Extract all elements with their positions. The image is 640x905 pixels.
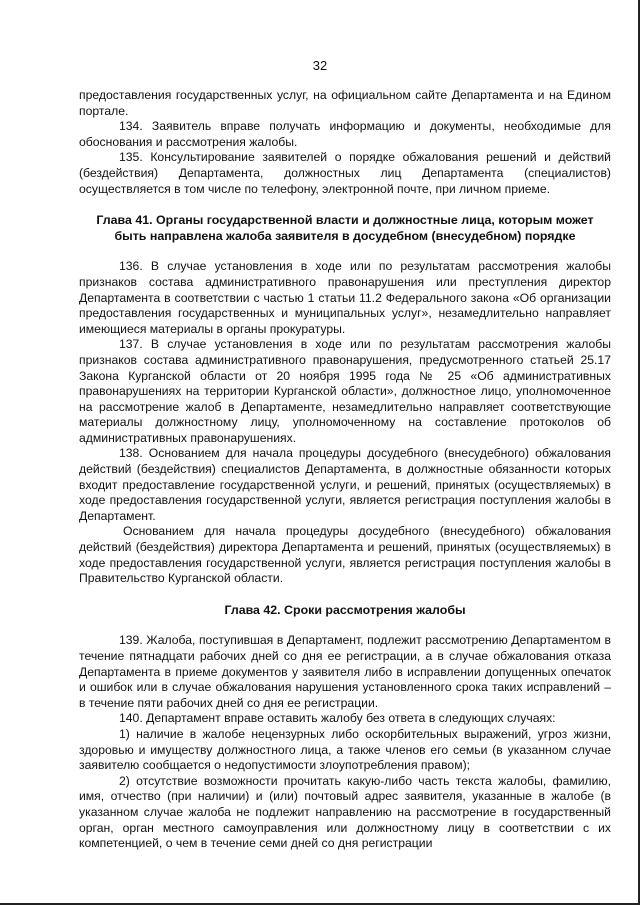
paragraph-continuation: предоставления государственных услуг, на официальном сайте Департамента и на Едином портале. — [79, 88, 611, 118]
page-number: 32 — [312, 58, 328, 73]
paragraph-140-item-1: 1) наличие в жалобе нецензурных либо оскорбительных выражений, угроз жизни, здоровью и имуществу должностного лица, а также членов его семьи (в указанном случае заявителю сообщается о недопустимости злоупотребления правом); — [79, 726, 611, 773]
document-body — [79, 88, 611, 852]
paragraph-136: 136. В случае установления в ходе или по результатам рассмотрения жалобы признаков состава административного правонарушения или преступления директор Департамента в соответствии с частью 1 статьи 11.2 Федерального закона «Об организации предоставления государственных и муниципальных услуг», незамедлительно направляет имеющиеся материалы в органы прокуратуры. — [79, 259, 611, 336]
paragraph-134: 134. Заявитель вправе получать информацию и документы, необходимые для обоснования и рассмотрения жалобы. — [79, 119, 611, 149]
paragraph-138-continued: Основанием для начала процедуры досудебного (внесудебного) обжалования действий (бездействия) директора Департамента и решений, принятых (осуществляемых) в ходе предоставления государственной услуги, является регистрация поступления жалобы в Правительство Курганской области. — [79, 524, 611, 586]
chapter-41-heading: Глава 41. Органы государственной власти и должностные лица, которым может быть направлена жалоба заявителя в досудебном (внесудебном) порядке — [96, 213, 594, 243]
paragraph-138: 138. Основанием для начала процедуры досудебного (внесудебного) обжалования действий (бездействия) специалистов Департамента, в должностные обязанности которых входит предоставление государственной услуги, и решений, принятых (осуществляемых) в ходе предоставления государственной услуги, является регистрация поступления жалобы в Департамент. — [79, 446, 611, 523]
paragraph-137: 137. В случае установления в ходе или по результатам рассмотрения жалобы признаков состава административного правонарушения, предусмотренного статьей 25.17 Закона Курганской области от 20 ноября 1995 года № 25 «Об административных правонарушениях на территории Курганской области», должностное лицо, уполномоченное на рассмотрение жалоб в Департаменте, незамедлительно направляет соответствующие материалы должностному лицу, уполномоченному на составление протоколов об административных правонарушениях. — [79, 337, 611, 445]
paragraph-135: 135. Консультирование заявителей о порядке обжалования решений и действий (бездействия) Департамента, должностных лиц Департамента (специалистов) осуществляется в том числе по телефону, электронной почте, при личном приеме. — [79, 150, 611, 196]
paragraph-139: 139. Жалоба, поступившая в Департамент, подлежит рассмотрению Департаментом в течение пятнадцати рабочих дней со дня ее регистрации, а в случае обжалования отказа Департамента в приеме документов у заявителя либо в исправлении допущенных опечаток и ошибок или в случае обжалования нарушения установленного срока таких исправлений – в течение пяти рабочих дней со дня ее регистрации. — [79, 633, 611, 710]
paragraph-140: 140. Департамент вправе оставить жалобу без ответа в следующих случаях: — [119, 711, 556, 726]
chapter-42-heading: Глава 42. Сроки рассмотрения жалобы — [224, 602, 466, 617]
paragraph-140-item-2: 2) отсутствие возможности прочитать какую-либо часть текста жалобы, фамилию, имя, отчество (при наличии) и (или) почтовый адрес заявителя, указанные в жалобе (в указанном случае жалоба не подлежит направлению на рассмотрение в государственный орган, орган местного самоуправления или должностному лицу в соответствии с их компетенцией, о чем в течение семи дней со дня регистрации — [79, 773, 611, 851]
